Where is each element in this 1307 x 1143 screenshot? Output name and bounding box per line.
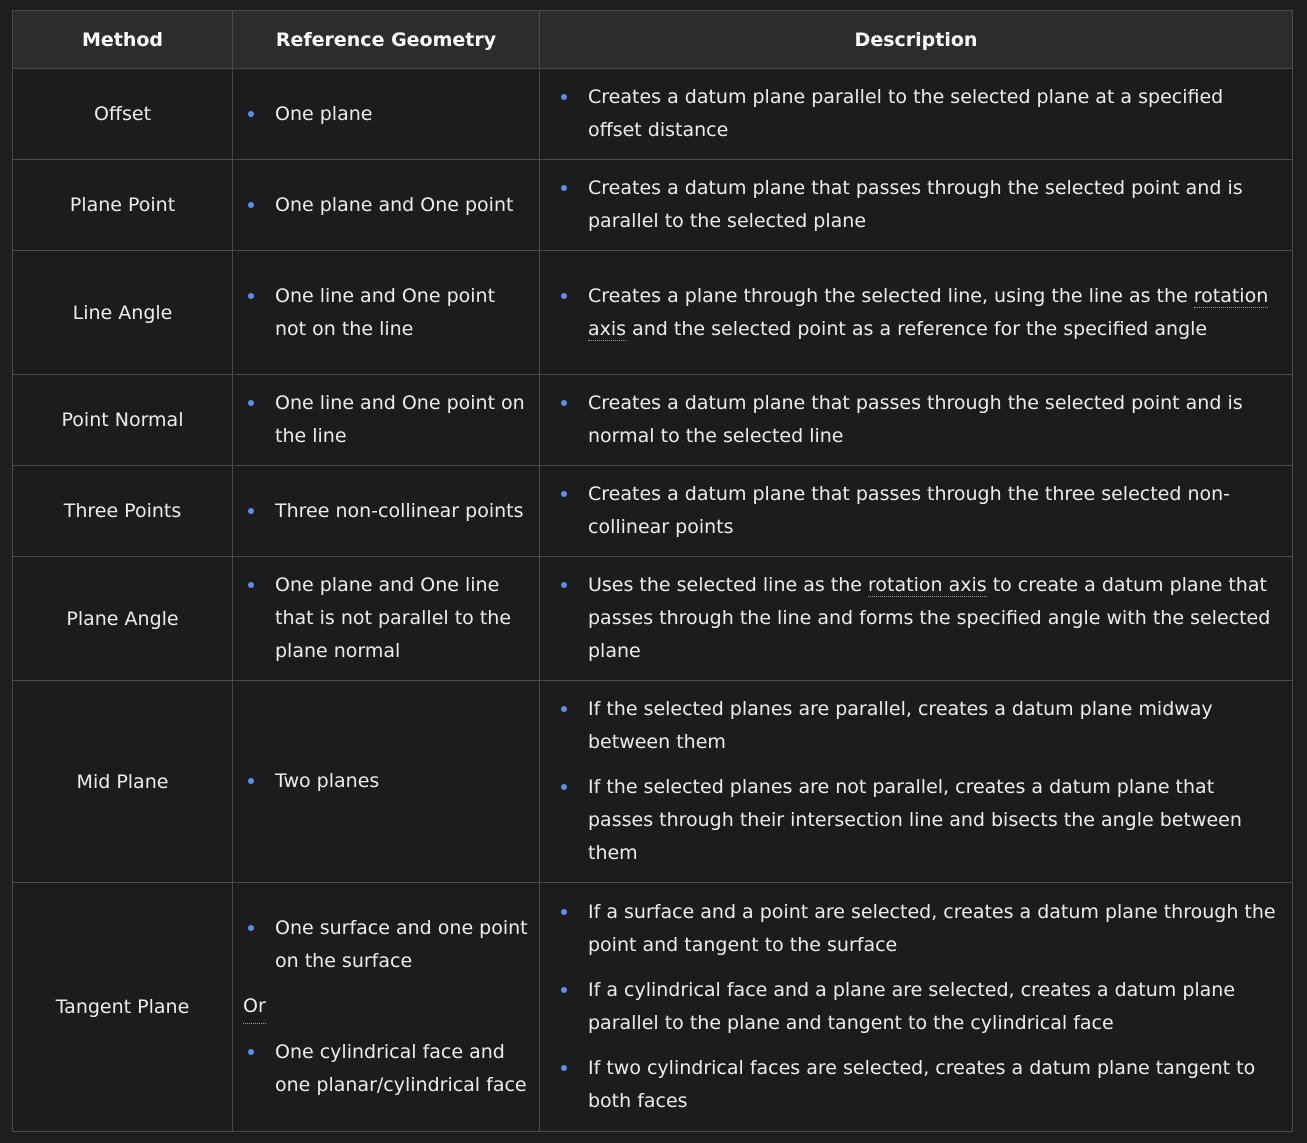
list-item: If the selected planes are not parallel, creates a datum plane that passes through their intersection line and bisects the angle between them <box>556 771 1276 870</box>
bullet-icon <box>248 508 254 514</box>
bullet-icon <box>248 1049 254 1055</box>
description-cell <box>540 251 1293 375</box>
bullet-icon <box>561 987 567 993</box>
table-row <box>13 681 1293 883</box>
bullet-icon <box>561 909 567 915</box>
list-item: One plane and One point <box>243 189 531 222</box>
description-cell <box>540 466 1293 557</box>
rotation-axis-term-link[interactable]: rotation axis <box>588 284 1269 340</box>
list-item: Two planes <box>243 765 531 798</box>
list-item: One cylindrical face and one planar/cylindrical face <box>243 1036 531 1102</box>
list-item: If a surface and a point are selected, creates a datum plane through the point and tangent to the surface <box>556 896 1276 962</box>
methods-table <box>12 10 1293 1132</box>
reference-cell <box>233 375 540 466</box>
header-method: Method <box>13 11 233 69</box>
list-item: Creates a datum plane that passes through the selected point and is parallel to the selected plane <box>556 172 1276 238</box>
bullet-icon <box>561 491 567 497</box>
table-row <box>13 466 1293 557</box>
bullet-icon <box>561 1065 567 1071</box>
method-cell: Offset <box>13 69 233 160</box>
method-cell: Point Normal <box>13 375 233 466</box>
bullet-icon <box>248 925 254 931</box>
bullet-icon <box>561 400 567 406</box>
list-item: Creates a datum plane that passes through the three selected non-collinear points <box>556 478 1276 544</box>
list-item: Creates a datum plane parallel to the selected plane at a specified offset distance <box>556 81 1276 147</box>
reference-cell <box>233 681 540 883</box>
header-description: Description <box>540 11 1293 69</box>
list-item: If the selected planes are parallel, creates a datum plane midway between them <box>556 693 1276 759</box>
reference-cell <box>233 557 540 681</box>
list-item: One plane <box>243 98 531 131</box>
description-cell <box>540 557 1293 681</box>
table-row <box>13 883 1293 1132</box>
table-row <box>13 557 1293 681</box>
bullet-icon <box>561 784 567 790</box>
bullet-icon <box>248 582 254 588</box>
table-row <box>13 69 1293 160</box>
list-item: One surface and one point on the surface <box>243 912 531 978</box>
list-item: One line and One point on the line <box>243 387 531 453</box>
bullet-icon <box>561 706 567 712</box>
method-cell: Tangent Plane <box>13 883 233 1132</box>
description-cell <box>540 681 1293 883</box>
bullet-icon <box>248 400 254 406</box>
method-cell: Line Angle <box>13 251 233 375</box>
bullet-icon <box>561 293 567 299</box>
description-cell <box>540 883 1293 1132</box>
bullet-icon <box>248 111 254 117</box>
bullet-icon <box>248 202 254 208</box>
bullet-icon <box>561 185 567 191</box>
or-term-link[interactable]: Or <box>243 990 266 1024</box>
reference-cell <box>233 466 540 557</box>
description-cell <box>540 160 1293 251</box>
table-row <box>13 375 1293 466</box>
method-cell: Plane Point <box>13 160 233 251</box>
rotation-axis-term-link[interactable]: rotation axis <box>868 574 987 596</box>
list-item: Three non-collinear points <box>243 495 531 528</box>
table-row <box>13 251 1293 375</box>
reference-cell <box>233 69 540 160</box>
list-item: One line and One point not on the line <box>243 280 531 346</box>
list-item: If a cylindrical face and a plane are selected, creates a datum plane parallel to the plane and tangent to the cylindrical face <box>556 974 1276 1040</box>
list-item: If two cylindrical faces are selected, creates a datum plane tangent to both faces <box>556 1052 1276 1118</box>
reference-cell <box>233 883 540 1132</box>
list-item: Uses the selected line as the rotation axis to create a datum plane that passes through the line and forms the specified angle with the selected plane <box>556 569 1276 668</box>
list-item: Creates a plane through the selected line, using the line as the rotation axis and the selected point as a reference for the specified angle <box>556 280 1276 346</box>
reference-cell <box>233 251 540 375</box>
bullet-icon <box>248 778 254 784</box>
list-item: One plane and One line that is not parallel to the plane normal <box>243 569 531 668</box>
method-cell: Mid Plane <box>13 681 233 883</box>
method-cell: Three Points <box>13 466 233 557</box>
list-item: Creates a datum plane that passes through the selected point and is normal to the selected line <box>556 387 1276 453</box>
description-cell <box>540 375 1293 466</box>
description-cell <box>540 69 1293 160</box>
header-reference-geometry: Reference Geometry <box>233 11 540 69</box>
method-cell: Plane Angle <box>13 557 233 681</box>
reference-cell <box>233 160 540 251</box>
table-header-row <box>13 11 1293 69</box>
bullet-icon <box>561 582 567 588</box>
bullet-icon <box>561 94 567 100</box>
bullet-icon <box>248 293 254 299</box>
table-row <box>13 160 1293 251</box>
